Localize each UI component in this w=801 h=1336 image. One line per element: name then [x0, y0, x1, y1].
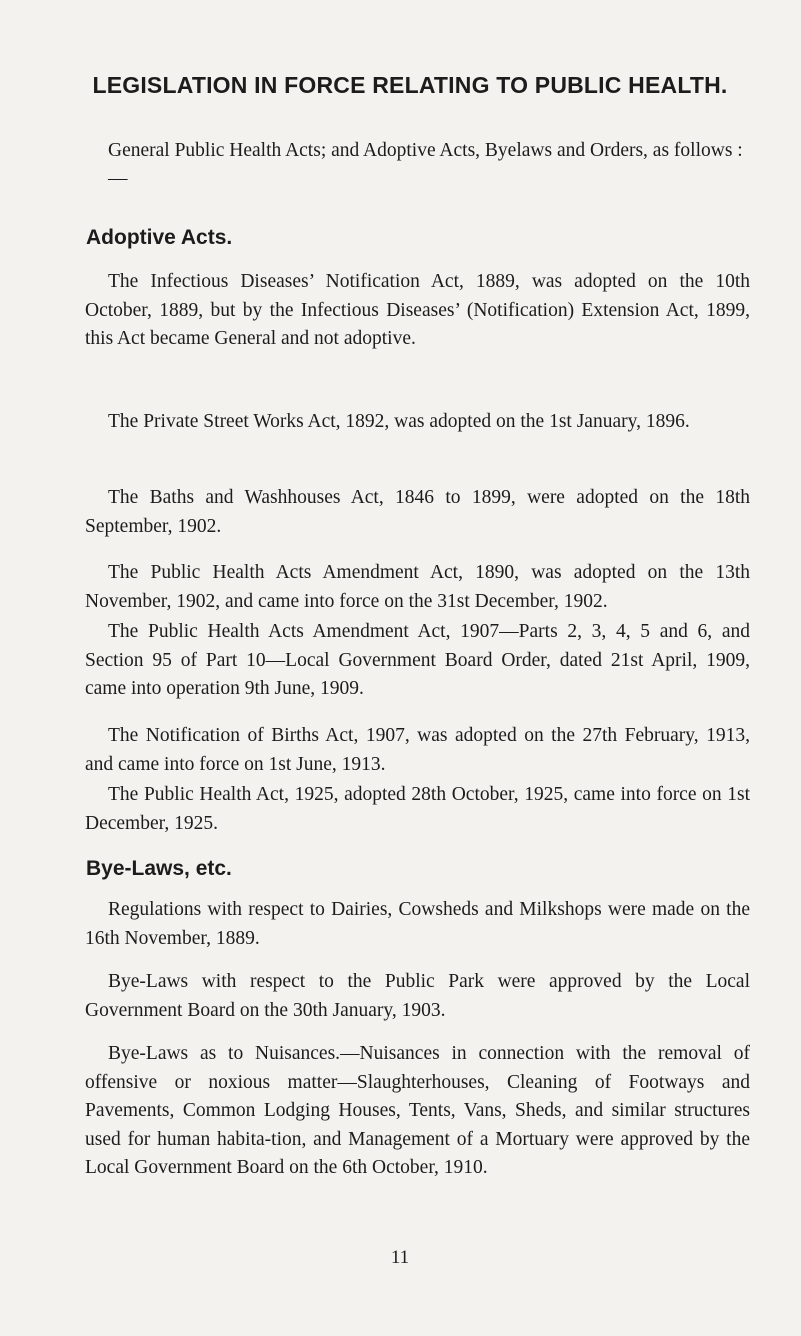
bye-law-paragraph: Regulations with respect to Dairies, Cowsheds and Milkshops were made on the 16th November, 1889.: [85, 899, 750, 949]
bye-law-paragraph: Bye-Laws with respect to the Public Park were approved by the Local Government Board on the 30th January, 1903.: [85, 971, 750, 1021]
adoptive-acts-heading: Adoptive Acts.: [86, 226, 233, 249]
adoptive-act-paragraph: The Notification of Births Act, 1907, was adopted on the 27th February, 1913, and came into force on 1st June, 1913.: [85, 725, 750, 775]
adoptive-act-paragraph: The Infectious Diseases’ Notification Act, 1889, was adopted on the 10th October, 1889, but by the Infectious Diseases’ (Notification) Extension Act, 1899, this Act became General and not adoptive.: [85, 271, 750, 350]
page-number: 11: [390, 1247, 410, 1268]
adoptive-act-paragraph: The Baths and Washhouses Act, 1846 to 1899, were adopted on the 18th September, 1902.: [85, 487, 750, 537]
adoptive-act-paragraph: The Public Health Acts Amendment Act, 1890, was adopted on the 13th November, 1902, and came into force on the 31st December, 1902.: [85, 562, 750, 612]
bye-laws-heading: Bye-Laws, etc.: [86, 857, 232, 880]
bye-law-paragraph: Bye-Laws as to Nuisances.—Nuisances in connection with the removal of offensive or noxious matter—Slaughterhouses, Cleaning of Footways and Pavements, Common Lodging Houses, Tents, Vans, Sheds, and similar structures used for human habita-tion, and Management of a Mortuary were approved by the Local Government Board on the 6th October, 1910.: [85, 1043, 750, 1179]
adoptive-act-paragraph: The Public Health Act, 1925, adopted 28th October, 1925, came into force on 1st December, 1925.: [85, 784, 750, 834]
page-title: LEGISLATION IN FORCE RELATING TO PUBLIC HEALTH.: [92, 72, 728, 98]
adoptive-act-paragraph: The Public Health Acts Amendment Act, 1907—Parts 2, 3, 4, 5 and 6, and Section 95 of Part 10—Local Government Board Order, dated 21st April, 1909, came into operation 9th June, 1909.: [85, 621, 750, 700]
adoptive-act-paragraph: The Private Street Works Act, 1892, was adopted on the 1st January, 1896.: [108, 411, 690, 432]
intro-text: General Public Health Acts; and Adoptive Acts, Byelaws and Orders, as follows :—: [108, 140, 743, 189]
